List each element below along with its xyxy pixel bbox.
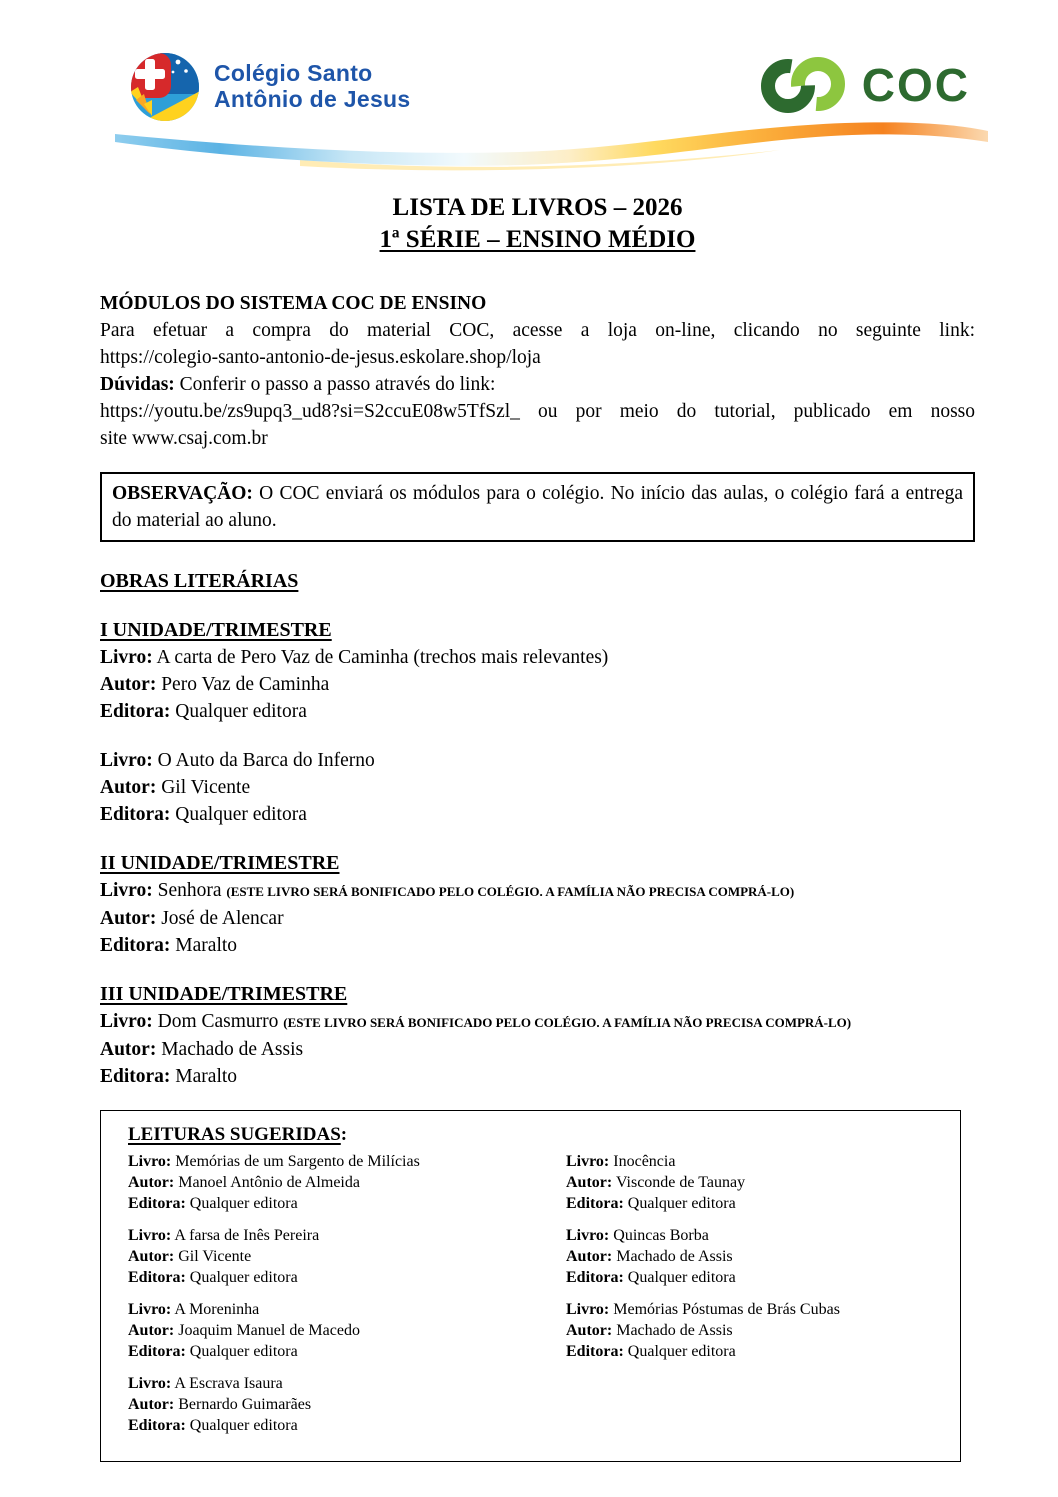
book-author: Joaquim Manuel de Macedo (178, 1322, 360, 1339)
book-publisher: Qualquer editora (189, 1417, 298, 1434)
autor-label: Autor: (566, 1322, 613, 1339)
book-publisher: Qualquer editora (175, 701, 307, 722)
book-title: A farsa de Inês Pereira (174, 1227, 320, 1244)
title-line-2: 1ª SÉRIE – ENSINO MÉDIO (379, 226, 696, 253)
editora-label: Editora: (566, 1343, 624, 1360)
livro-label: Livro: (566, 1153, 610, 1170)
editora-label: Editora: (100, 804, 171, 825)
autor-label: Autor: (100, 674, 157, 695)
unit-section-1 (100, 617, 975, 828)
unit-section-2 (100, 850, 975, 959)
book-publisher: Qualquer editora (189, 1195, 298, 1212)
book-title: Senhora (157, 880, 222, 901)
livro-label: Livro: (100, 1011, 153, 1032)
book-author: Machado de Assis (616, 1248, 733, 1265)
livro-label: Livro: (128, 1153, 172, 1170)
book-bonus-note: (ESTE LIVRO SERÁ BONIFICADO PELO COLÉGIO. A FAMÍLIA NÃO PRECISA COMPRÁ-LO) (283, 1015, 852, 1030)
document-body (0, 192, 1058, 1462)
livro-label: Livro: (128, 1375, 172, 1392)
book-title: Dom Casmurro (157, 1011, 279, 1032)
modules-heading: MÓDULOS DO SISTEMA COC DE ENSINO (100, 293, 487, 314)
site-prefix: site (100, 428, 128, 449)
title-line-1: LISTA DE LIVROS – 2026 (392, 194, 683, 221)
coc-logo (758, 52, 970, 118)
editora-label: Editora: (128, 1343, 186, 1360)
editora-label: Editora: (100, 1066, 171, 1087)
book-publisher: Maralto (175, 1066, 238, 1087)
book-author: Pero Vaz de Caminha (161, 674, 330, 695)
book-title: Quincas Borba (613, 1227, 709, 1244)
book-publisher: Qualquer editora (189, 1269, 298, 1286)
site-link[interactable]: www.csaj.com.br (131, 428, 268, 449)
book-author: Gil Vicente (161, 777, 251, 798)
book-title: A Escrava Isaura (174, 1375, 283, 1392)
book-publisher: Maralto (175, 935, 238, 956)
livro-label: Livro: (100, 750, 153, 771)
autor-label: Autor: (566, 1248, 613, 1265)
book-title: O Auto da Barca do Inferno (157, 750, 375, 771)
site-line (100, 425, 975, 452)
autor-label: Autor: (128, 1322, 175, 1339)
book-bonus-note: (ESTE LIVRO SERÁ BONIFICADO PELO COLÉGIO. A FAMÍLIA NÃO PRECISA COMPRÁ-LO) (226, 884, 795, 899)
book-author: Bernardo Guimarães (178, 1396, 312, 1413)
suggested-book-entry (566, 1151, 942, 1214)
leituras-sugeridas-heading: LEITURAS SUGERIDAS: (128, 1124, 348, 1145)
book-author: Visconde de Taunay (615, 1174, 746, 1191)
observacao-label: OBSERVAÇÃO: (112, 483, 253, 504)
autor-label: Autor: (128, 1248, 175, 1265)
video-line (100, 398, 975, 425)
book-author: Machado de Assis (616, 1322, 733, 1339)
leituras-sugeridas-box (100, 1110, 961, 1462)
video-rest: ou por meio do tutorial, publicado em nosso (538, 401, 975, 422)
livro-label: Livro: (566, 1301, 610, 1318)
duvidas-line (100, 371, 975, 398)
book-title: Memórias Póstumas de Brás Cubas (613, 1301, 840, 1318)
book-publisher: Qualquer editora (175, 804, 307, 825)
autor-label: Autor: (128, 1396, 175, 1413)
livro-label: Livro: (100, 880, 153, 901)
book-author: Machado de Assis (161, 1039, 304, 1060)
suggested-book-entry (566, 1299, 942, 1362)
header-swoosh-graphic (0, 112, 1058, 174)
suggested-book-entry (128, 1151, 566, 1214)
purchase-intro: Para efetuar a compra do material COC, acesse a loja on-line, clicando no seguinte link: (100, 320, 975, 341)
video-link[interactable]: https://youtu.be/zs9upq3_ud8?si=S2ccuE08w5TfSzl_ (100, 401, 520, 422)
autor-label: Autor: (566, 1174, 613, 1191)
sugeridas-right-column (566, 1151, 942, 1447)
coc-rings-icon (758, 52, 850, 118)
unit-section-3 (100, 981, 975, 1090)
suggested-book-entry (128, 1299, 566, 1362)
livro-label: Livro: (128, 1301, 172, 1318)
page-header (0, 0, 1058, 172)
editora-label: Editora: (566, 1269, 624, 1286)
duvidas-text: Conferir o passo a passo através do link: (179, 374, 496, 395)
book-author: José de Alencar (161, 908, 284, 929)
editora-label: Editora: (100, 935, 171, 956)
book-publisher: Qualquer editora (627, 1269, 736, 1286)
book-entry (100, 1008, 975, 1090)
obras-literarias-heading: OBRAS LITERÁRIAS (100, 570, 299, 592)
suggested-book-entry (128, 1225, 566, 1288)
editora-label: Editora: (128, 1269, 186, 1286)
coc-logo-text: COC (861, 59, 970, 111)
book-publisher: Qualquer editora (627, 1343, 736, 1360)
editora-label: Editora: (100, 701, 171, 722)
observacao-text: O COC enviará os módulos para o colégio. No início das aulas, o colégio fará a entrega do material ao aluno. (112, 483, 964, 531)
unit-1-title: I UNIDADE/TRIMESTRE (100, 619, 332, 641)
modules-section (100, 290, 975, 452)
book-author: Gil Vicente (178, 1248, 252, 1265)
livro-label: Livro: (128, 1227, 172, 1244)
duvidas-label: Dúvidas: (100, 374, 175, 395)
editora-label: Editora: (566, 1195, 624, 1212)
book-entry (100, 644, 975, 725)
book-title: Memórias de um Sargento de Milícias (175, 1153, 420, 1170)
livro-label: Livro: (100, 647, 153, 668)
observacao-box (100, 472, 975, 542)
editora-label: Editora: (128, 1195, 186, 1212)
book-title: A carta de Pero Vaz de Caminha (trechos mais relevantes) (156, 647, 609, 668)
book-title: A Moreninha (174, 1301, 260, 1318)
school-name: Colégio Santo Antônio de Jesus (214, 60, 411, 112)
suggested-book-entry (566, 1225, 942, 1288)
autor-label: Autor: (100, 1039, 157, 1060)
unit-2-title: II UNIDADE/TRIMESTRE (100, 852, 340, 874)
book-entry (100, 877, 975, 959)
document-title (100, 192, 975, 256)
book-entry (100, 747, 975, 828)
sugeridas-left-column (128, 1123, 566, 1447)
autor-label: Autor: (100, 777, 157, 798)
book-author: Manoel Antônio de Almeida (178, 1174, 360, 1191)
book-publisher: Qualquer editora (189, 1343, 298, 1360)
book-publisher: Qualquer editora (627, 1195, 736, 1212)
autor-label: Autor: (128, 1174, 175, 1191)
unit-3-title: III UNIDADE/TRIMESTRE (100, 983, 348, 1005)
book-title: Inocência (613, 1153, 676, 1170)
livro-label: Livro: (566, 1227, 610, 1244)
shop-link[interactable]: https://colegio-santo-antonio-de-jesus.eskolare.shop/loja (100, 347, 541, 368)
suggested-book-entry (128, 1373, 566, 1436)
autor-label: Autor: (100, 908, 157, 929)
editora-label: Editora: (128, 1417, 186, 1434)
